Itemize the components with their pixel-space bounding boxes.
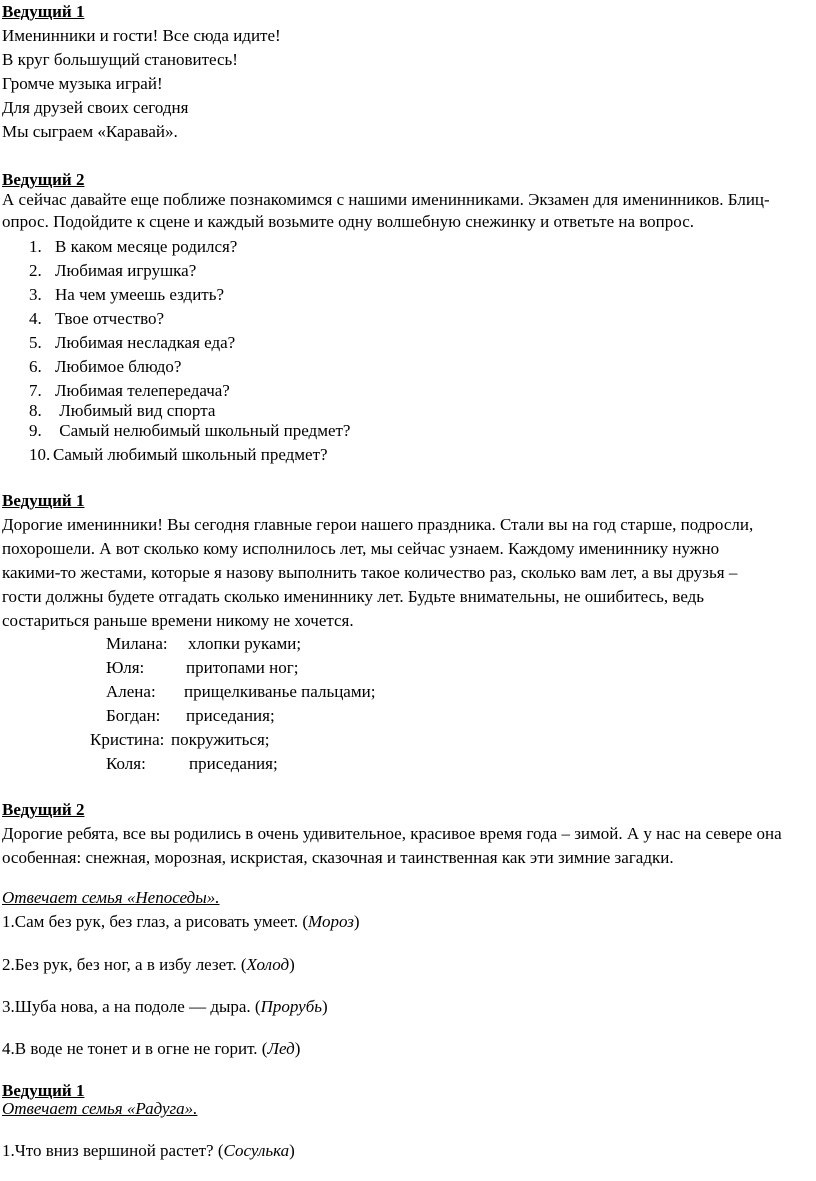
host-2-heading: Ведущий 2 [2, 170, 85, 189]
host-1-heading: Ведущий 1 [2, 491, 85, 510]
gesture-name: Богдан: [106, 706, 161, 725]
paragraph-line: какими-то жестами, которые я назову выполнить такое количество раз, сколько вам лет, а вы друзья – [2, 563, 738, 582]
gesture-name: Кристина: [90, 730, 165, 749]
list-number: 6. [29, 357, 42, 376]
verse-line: Мы сыграем «Каравай». [2, 122, 178, 141]
riddle-text: 1.Что вниз вершиной растет? ( [2, 1141, 224, 1160]
gesture-action: приседания; [189, 754, 278, 773]
riddle [2, 912, 360, 932]
gesture-action: приседания; [186, 706, 275, 725]
riddle-text: 2.Без рук, без ног, а в избу лезет. ( [2, 955, 247, 974]
riddle-close: ) [294, 1039, 301, 1058]
riddle-answer: Прорубь [260, 997, 322, 1016]
paragraph-line: опрос. Подойдите к сцене и каждый возьмите одну волшебную снежинку и ответьте на вопрос. [2, 212, 694, 231]
list-number: 10. [29, 445, 51, 464]
riddle-answer: Лед [267, 1039, 295, 1058]
family-heading: Отвечает семья «Радуга». [2, 1099, 198, 1118]
riddle [2, 1141, 295, 1161]
host-1-heading: Ведущий 1 [2, 2, 85, 21]
list-item: Самый нелюбимый школьный предмет? [55, 421, 351, 440]
paragraph-line: Дорогие именинники! Вы сегодня главные герои нашего праздника. Стали вы на год старше, подросли, [2, 515, 754, 534]
paragraph-line: А сейчас давайте еще поближе познакомимся с нашими именинниками. Экзамен для именинников. Блиц- [2, 190, 770, 209]
riddle-answer: Мороз [308, 912, 354, 931]
riddle-text: 4.В воде не тонет и в огне не горит. ( [2, 1039, 268, 1058]
gesture-action: притопами ног; [186, 658, 299, 677]
gesture-action: покружиться; [171, 730, 270, 749]
list-number: 9. [29, 421, 42, 440]
list-item: Любимое блюдо? [55, 357, 182, 376]
list-item: Самый любимый школьный предмет? [53, 445, 328, 464]
riddle-close: ) [289, 955, 295, 974]
riddle-close: ) [322, 997, 328, 1016]
riddle-text: 1.Сам без рук, без глаз, а рисовать умеет. ( [2, 912, 309, 931]
paragraph-line: состариться раньше времени никому не хочется. [2, 611, 354, 630]
paragraph-line: Дорогие ребята, все вы родились в очень удивительное, красивое время года – зимой. А у нас на севере она [2, 824, 782, 843]
riddle-text: 3.Шуба нова, а на подоле — дыра. ( [2, 997, 261, 1016]
host-1-heading: Ведущий 1 [2, 1081, 85, 1100]
paragraph-line: особенная: снежная, морозная, искристая, сказочная и таинственная как эти зимние загадки. [2, 848, 674, 867]
riddle-answer: Холод [246, 955, 290, 974]
list-number: 1. [29, 237, 42, 256]
gesture-name: Юля: [106, 658, 145, 677]
verse-line: Именинники и гости! Все сюда идите! [2, 26, 281, 45]
riddle-close: ) [353, 912, 360, 931]
riddle-answer: Сосулька [223, 1141, 290, 1160]
gesture-name: Коля: [106, 754, 146, 773]
list-number: 2. [29, 261, 42, 280]
list-number: 7. [29, 381, 42, 400]
riddle-close: ) [289, 1141, 295, 1160]
paragraph-line: гости должны будете отгадать сколько имениннику лет. Будьте внимательны, не ошибитесь, ведь [2, 587, 705, 606]
riddle [2, 955, 295, 975]
list-number: 5. [29, 333, 42, 352]
verse-line: Для друзей своих сегодня [2, 98, 189, 117]
list-item: Любимая несладкая еда? [55, 333, 236, 352]
paragraph-line: похорошели. А вот сколько кому исполнилось лет, мы сейчас узнаем. Каждому имениннику нужно [2, 539, 720, 558]
family-heading: Отвечает семья «Непоседы». [2, 888, 220, 907]
gesture-action: хлопки руками; [188, 634, 302, 653]
list-item: Любимая игрушка? [55, 261, 197, 280]
list-item: Любимая телепередача? [55, 381, 230, 400]
list-number: 4. [29, 309, 42, 328]
list-item: В каком месяце родился? [55, 237, 238, 256]
verse-line: В круг большущий становитесь! [2, 50, 238, 69]
list-number: 8. [29, 401, 42, 420]
riddle [2, 1039, 300, 1059]
list-item: Любимый вид спорта [55, 401, 216, 420]
riddle [2, 997, 328, 1017]
gesture-action: прищелкиванье пальцами; [184, 682, 376, 701]
gesture-name: Алена: [106, 682, 156, 701]
verse-line: Громче музыка играй! [2, 74, 163, 93]
list-item: На чем умеешь ездить? [55, 285, 225, 304]
list-number: 3. [29, 285, 42, 304]
gesture-name: Милана: [106, 634, 168, 653]
host-2-heading: Ведущий 2 [2, 800, 85, 819]
list-item: Твое отчество? [55, 309, 165, 328]
